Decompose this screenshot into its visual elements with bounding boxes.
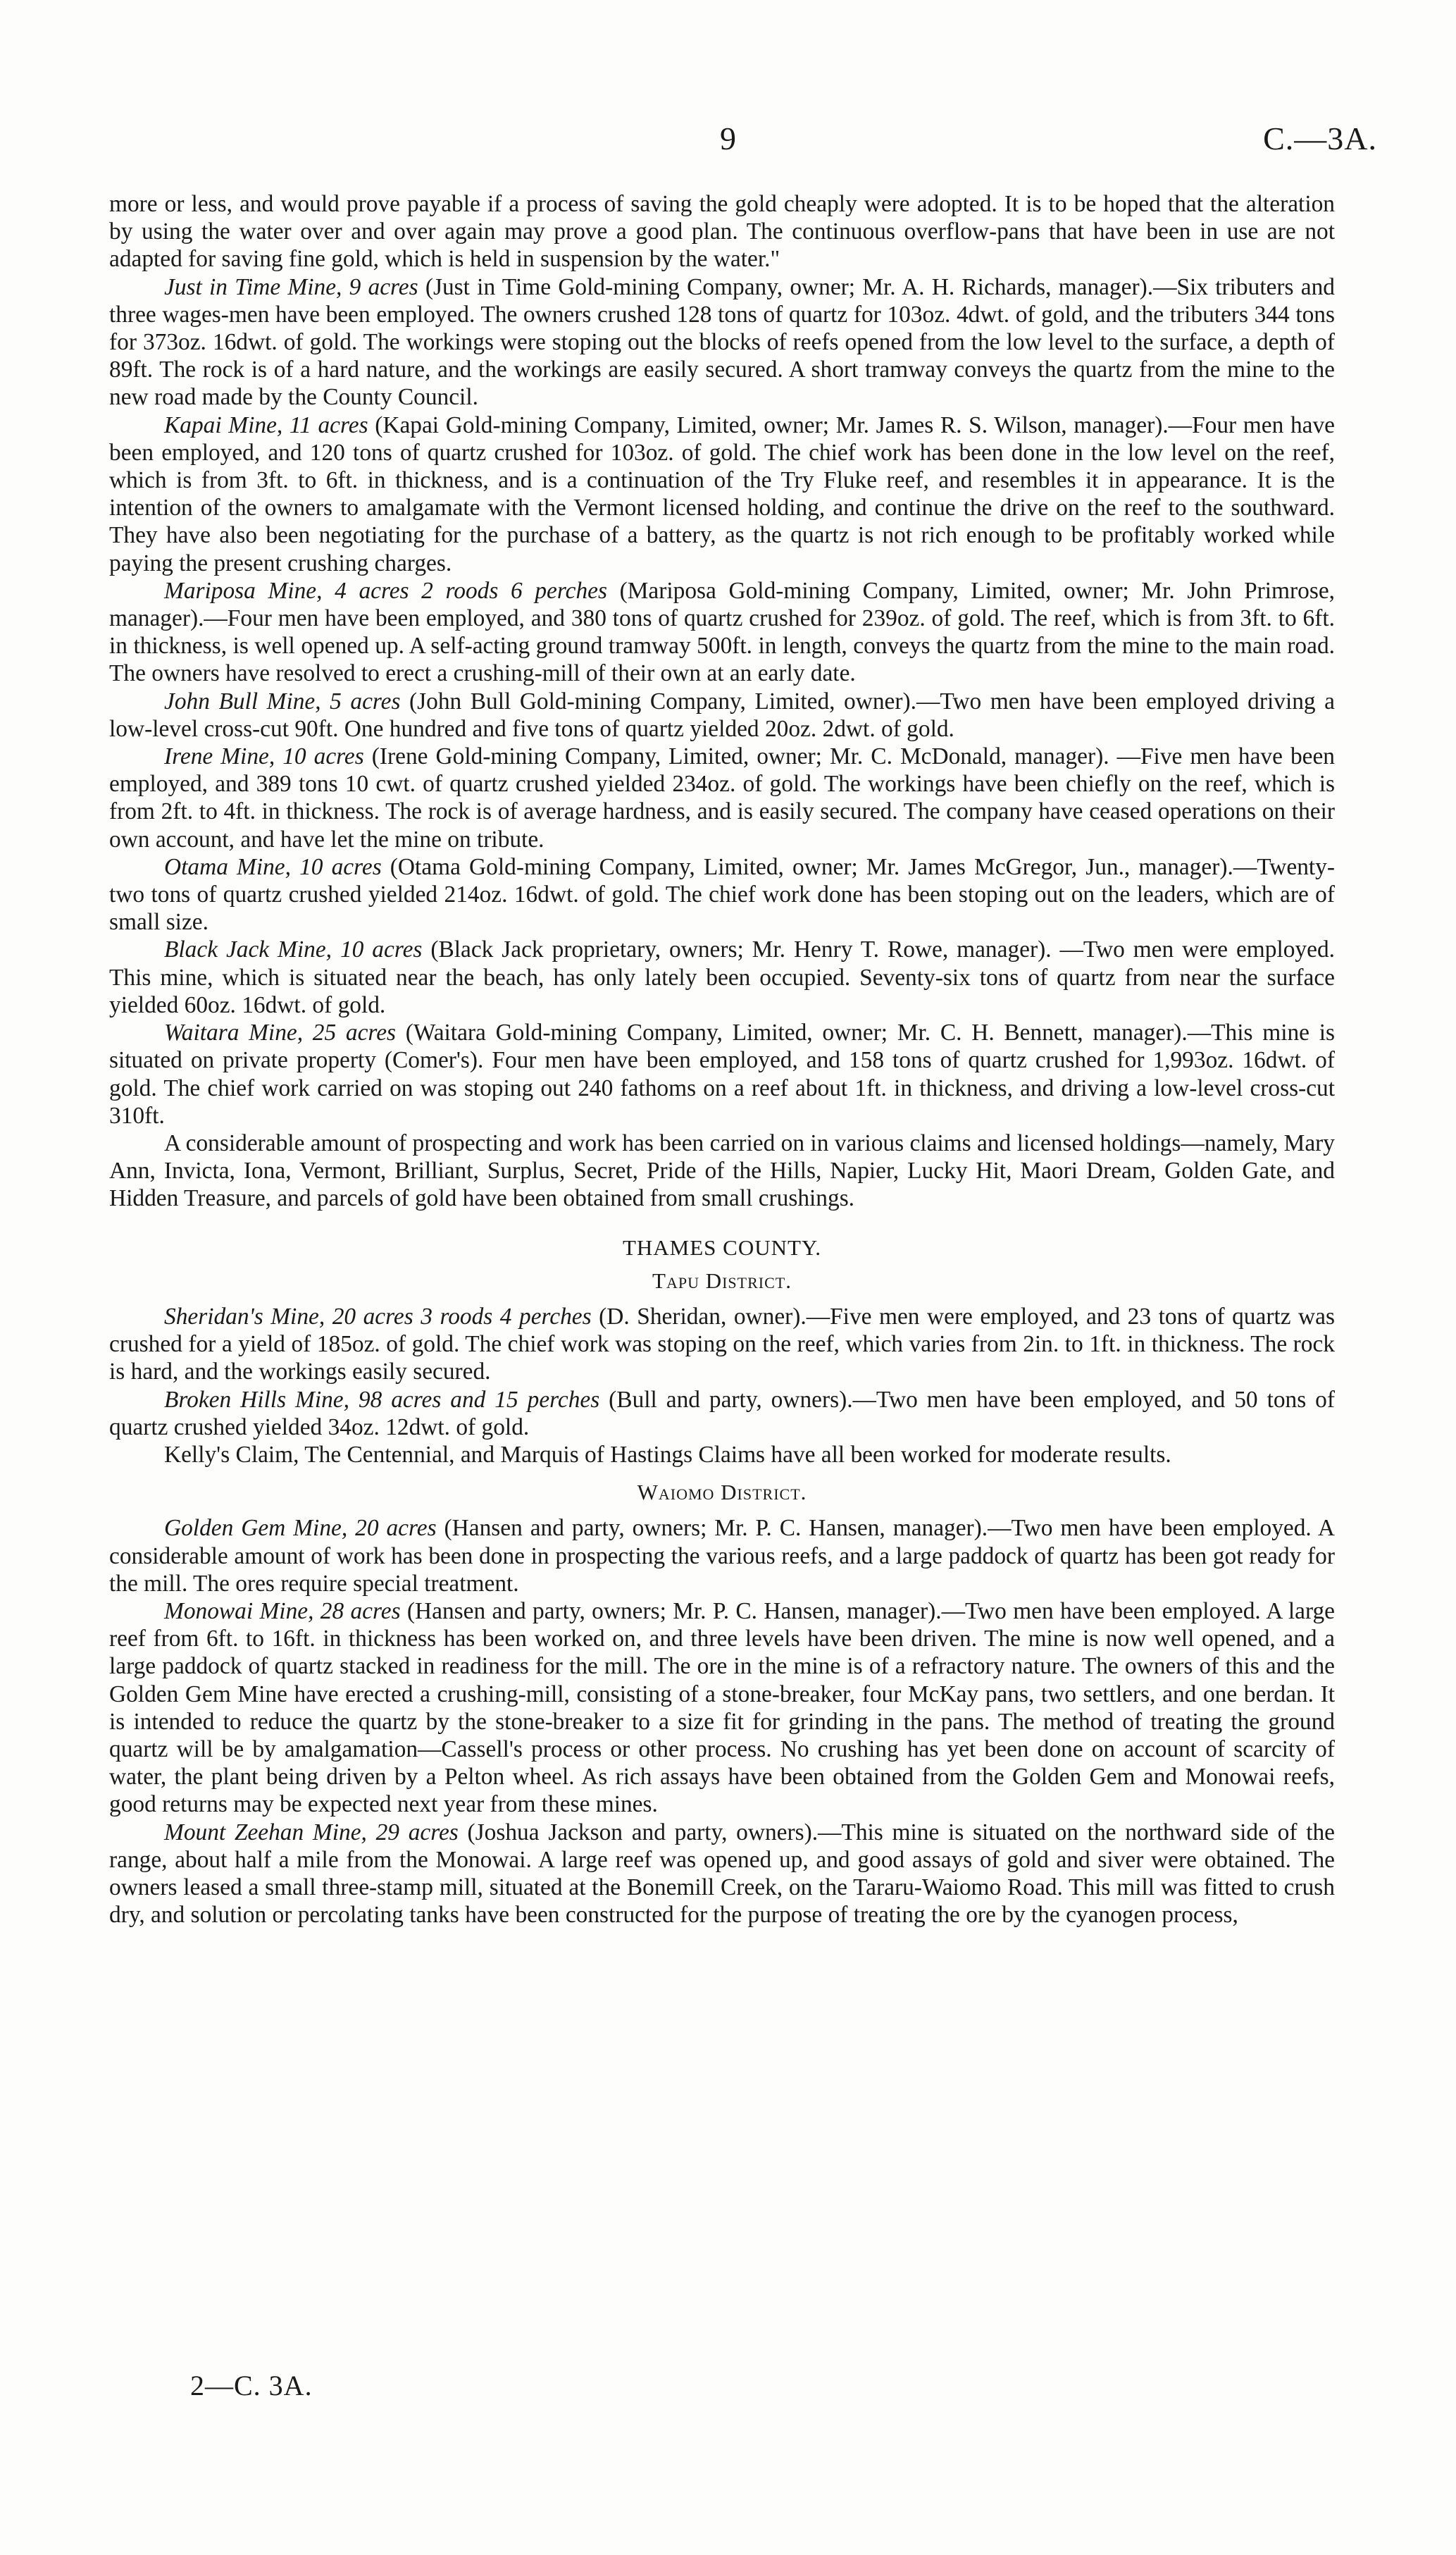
paragraph-black-jack-mine: Black Jack Mine, 10 acres (Black Jack proprietary, owners; Mr. Henry T. Rowe, manager). —Two men were employed. This mine, which is situated near the beach, has only lately been occupied. Seventy-six tons of quartz from near the surface yielded 60oz. 16dwt. of gold.: [109, 936, 1335, 1018]
mine-name: Otama Mine, 10 acres: [164, 853, 382, 880]
heading-thames-county: THAMES COUNTY.: [622, 1235, 822, 1260]
mine-name: Sheridan's Mine, 20 acres 3 roods 4 perches: [164, 1303, 592, 1330]
paragraph-golden-gem-mine: Golden Gem Mine, 20 acres (Hansen and party, owners; Mr. P. C. Hansen, manager).—Two men have been employed. A considerable amount of work has been done in prospecting the various reefs, and a large paddock of quartz has been got ready for the mill. The ores require special treatment.: [109, 1515, 1335, 1597]
document-reference: C.—3A.: [1263, 120, 1377, 156]
mine-name: Golden Gem Mine, 20 acres: [164, 1515, 437, 1542]
paragraph-otama-mine: Otama Mine, 10 acres (Otama Gold-mining Company, Limited, owner; Mr. James McGregor, Jun., manager).—Twenty-two tons of quartz crushed yielded 214oz. 16dwt. of gold. The chief work done has been stoping out on the leaders, which are of small size.: [109, 853, 1335, 936]
mine-name: Black Jack Mine, 10 acres: [164, 936, 423, 963]
mine-name: Irene Mine, 10 acres: [164, 743, 364, 770]
paragraph-irene-mine: Irene Mine, 10 acres (Irene Gold-mining Company, Limited, owner; Mr. C. McDonald, manager). —Five men have been employed, and 389 tons 10 cwt. of quartz crushed yielded 234oz. of gold. The workings have been chiefly on the reef, which is from 2ft. to 4ft. in thickness. The rock is of average hardness, and is easily secured. The company have ceased operations on their own account, and have let the mine on tribute.: [109, 743, 1335, 853]
paragraph-kellys-claim: Kelly's Claim, The Centennial, and Marquis of Hastings Claims have all been worked for moderate results.: [164, 1441, 1171, 1468]
page-number: 9: [720, 120, 736, 156]
mine-name: Mount Zeehan Mine, 29 acres: [164, 1819, 459, 1845]
paragraph-mount-zeehan-mine: Mount Zeehan Mine, 29 acres (Joshua Jackson and party, owners).—This mine is situated on the northward side of the range, about half a mile from the Monowai. A large reef was opened up, and good assays of gold and siver were obtained. The owners leased a small three-stamp mill, situated at the Bonemill Creek, on the Tararu-Waiomo Road. This mill was fitted to crush dry, and solution or percolating tanks have been constructed for the purpose of treating the ore by the cyanogen process,: [109, 1819, 1335, 1929]
heading-tapu-district: Tapu District.: [652, 1268, 792, 1293]
paragraph-broken-hills-mine: Broken Hills Mine, 98 acres and 15 perches (Bull and party, owners).—Two men have been employed, and 50 tons of quartz crushed yielded 34oz. 12dwt. of gold.: [109, 1386, 1335, 1440]
paragraph-prospecting: A considerable amount of prospecting and work has been carried on in various claims and licensed holdings—namely, Mary Ann, Invicta, Iona, Vermont, Brilliant, Surplus, Secret, Pride of the Hills, Napier, Lucky Hit, Maori Dream, Golden Gate, and Hidden Treasure, and parcels of gold have been obtained from small crushings.: [109, 1130, 1335, 1212]
mine-name: Broken Hills Mine, 98 acres and 15 perches: [164, 1386, 600, 1413]
paragraph-sheridans-mine: Sheridan's Mine, 20 acres 3 roods 4 perches (D. Sheridan, owner).—Five men were employed, and 23 tons of quartz was crushed for a yield of 185oz. of gold. The chief work was stoping on the reef, which varies from 2in. to 1ft. in thickness. The rock is hard, and the workings easily secured.: [109, 1303, 1335, 1385]
footer-signature: 2—C. 3A.: [190, 2370, 313, 2401]
mine-name: Kapai Mine, 11 acres: [164, 412, 368, 438]
paragraph-kapai-mine: Kapai Mine, 11 acres (Kapai Gold-mining Company, Limited, owner; Mr. James R. S. Wilson, manager).—Four men have been employed, and 120 tons of quartz crushed for 103oz. of gold. The chief work has been done in the low level on the reef, which is from 3ft. to 6ft. in thickness, and is a continuation of the Try Fluke reef, and resembles it in appearance. It is the intention of the owners to amalgamate with the Vermont licensed holding, and continue the drive on the reef to the southward. They have also been negotiating for the purchase of a battery, as the quartz is not rich enough to be profitably worked while paying the present crushing charges.: [109, 412, 1335, 576]
paragraph-john-bull-mine: John Bull Mine, 5 acres (John Bull Gold-mining Company, Limited, owner).—Two men have been employed driving a low-level cross-cut 90ft. One hundred and five tons of quartz yielded 20oz. 2dwt. of gold.: [109, 688, 1335, 742]
paragraph-monowai-mine: Monowai Mine, 28 acres (Hansen and party, owners; Mr. P. C. Hansen, manager).—Two men have been employed. A large reef from 6ft. to 16ft. in thickness has been worked on, and three levels have been driven. The mine is now well opened, and a large paddock of quartz stacked in readiness for the mill. The ore in the mine is of a refractory nature. The owners of this and the Golden Gem Mine have erected a crushing-mill, consisting of a stone-breaker, four McKay pans, two settlers, and one berdan. It is intended to reduce the quartz by the stone-breaker to a size fit for grinding in the pans. The method of treating the ground quartz will be by amalgamation—Cassell's process or other process. No crushing has yet been done on account of scarcity of water, the plant being driven by a Pelton wheel. As rich assays have been obtained from the Golden Gem and Monowai reefs, good returns may be expected next year from these mines.: [109, 1597, 1335, 1818]
paragraph-just-in-time-mine: Just in Time Mine, 9 acres (Just in Time Gold-mining Company, owner; Mr. A. H. Richards, manager).—Six tributers and three wages-men have been employed. The owners crushed 128 tons of quartz for 103oz. 4dwt. of gold, and the tributers 344 tons for 373oz. 16dwt. of gold. The workings were stoping out the blocks of reefs opened from the low level to the surface, a depth of 89ft. The rock is of a hard nature, and the workings are easily secured. A short tramway conveys the quartz from the mine to the new road made by the County Council.: [109, 273, 1335, 411]
mine-name: Waitara Mine, 25 acres: [164, 1020, 397, 1046]
mine-name: John Bull Mine, 5 acres: [164, 688, 401, 714]
mine-name: Monowai Mine, 28 acres: [164, 1597, 401, 1624]
mine-name: Mariposa Mine, 4 acres 2 roods 6 perches: [164, 577, 607, 604]
paragraph-continuation: more or less, and would prove payable if a process of saving the gold cheaply were adopted. It is to be hoped that the alteration by using the water over and over again may prove a good plan. The continuous overflow-pans that have been in use are not adapted for saving fine gold, which is held in suspension by the water.": [109, 191, 1335, 273]
paragraph-mariposa-mine: Mariposa Mine, 4 acres 2 roods 6 perches (Mariposa Gold-mining Company, Limited, owner; Mr. John Primrose, manager).—Four men have been employed, and 380 tons of quartz crushed for 239oz. of gold. The reef, which is from 3ft. to 6ft. in thickness, is well opened up. A self-acting ground tramway 500ft. in length, conveys the quartz from the mine to the main road. The owners have resolved to erect a crushing-mill of their own at an early date.: [109, 577, 1335, 687]
paragraph-waitara-mine: Waitara Mine, 25 acres (Waitara Gold-mining Company, Limited, owner; Mr. C. H. Bennett, manager).—This mine is situated on private property (Comer's). Four men have been employed, and 158 tons of quartz crushed for 1,993oz. 16dwt. of gold. The chief work carried on was stoping out 240 fathoms on a reef about 1ft. in thickness, and driving a low-level cross-cut 310ft.: [109, 1020, 1336, 1129]
heading-waiomo-district: Waiomo District.: [637, 1480, 807, 1505]
document-body: [109, 190, 1335, 1929]
mine-name: Just in Time Mine, 9 acres: [164, 273, 418, 300]
